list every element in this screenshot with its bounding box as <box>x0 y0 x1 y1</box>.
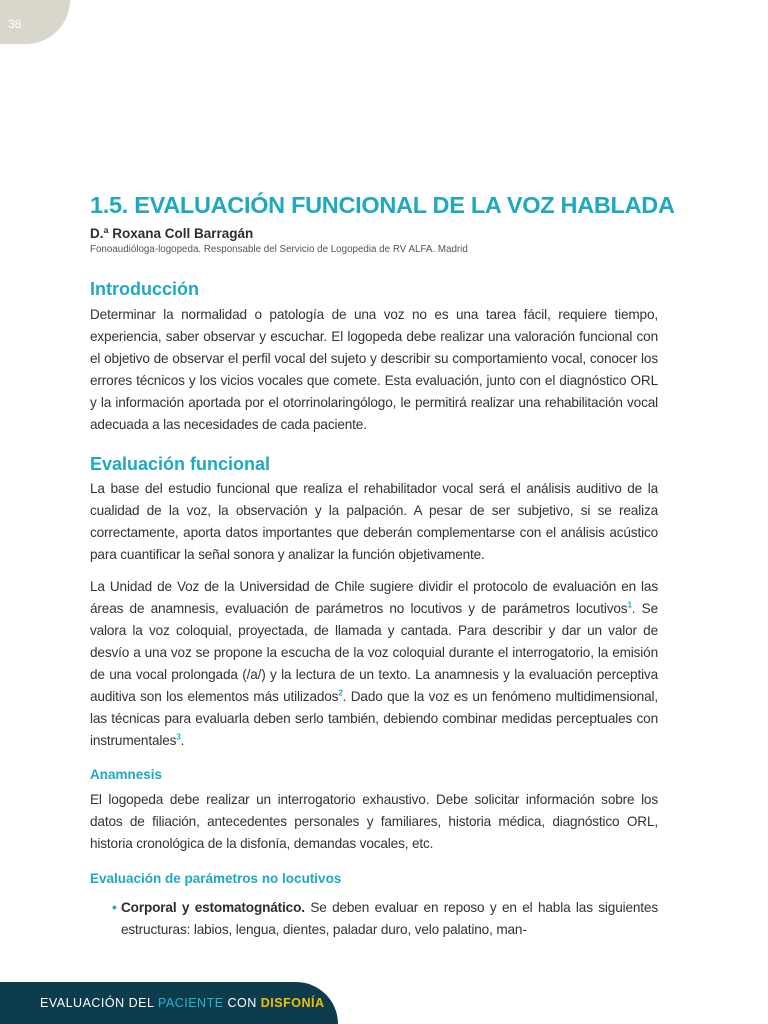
page-number-tab <box>0 0 70 44</box>
funcional-paragraph-1: La base del estudio funcional que realiza el rehabilitador vocal será el análisis auditivo de la cualidad de la voz, la observación y la palpación. A pesar de ser subjetivo, si se realiza correctamente, aporta datos importantes que deberán complementarse con el análisis acústico para cuantificar la señal sonora y analizar la función objetivamente. <box>90 481 658 562</box>
anamnesis-paragraph: El logopeda debe realizar un interrogatorio exhaustivo. Debe solicitar información sobre los datos de filiación, antecedentes personales y familiares, historia médica, diagnóstico ORL, historia cronológica de la disfonía, demandas vocales, etc. <box>90 792 658 851</box>
author-affiliation: Fonoaudióloga-logopeda. Responsable del Servicio de Logopedia de RV ALFA. Madrid <box>90 244 468 255</box>
section-heading-evaluacion-funcional: Evaluación funcional <box>90 454 271 474</box>
funcional-p2-part-c: . Dado que la voz es un fenómeno multidimensional, las técnicas para evaluarla deben serlo también, debiendo combinar medidas perceptuales con instrumentales <box>90 689 658 748</box>
author-name: D.ª Roxana Coll Barragán <box>90 226 254 241</box>
page-content <box>90 190 675 941</box>
footer-title-paciente: PACIENTE <box>157 996 224 1010</box>
bullet-item-corporal <box>112 897 658 941</box>
footer-book-title <box>40 996 325 1010</box>
page-number: 38 <box>8 17 22 31</box>
bullet-marker: • <box>112 900 117 915</box>
footer-title-part-3: CON <box>223 996 261 1010</box>
bullet-text: Se deben evaluar en reposo y en el habla las siguientes estructuras: labios, lengua, dientes, paladar duro, velo palatino, man- <box>121 900 658 937</box>
bullet-term: Corporal y estomatognático. <box>121 900 305 915</box>
reference-1: 1 <box>627 600 632 610</box>
funcional-p2-part-a: La Unidad de Voz de la Universidad de Chile sugiere dividir el protocolo de evaluación en las áreas de anamnesis, evaluación de parámetros no locutivos y de parámetros locutivos <box>90 579 658 616</box>
reference-3: 3 <box>176 732 181 742</box>
funcional-p2-part-b: . Se valora la voz coloquial, proyectada, de llamada y cantada. Para describir y dar un valor de desvío a una voz se propone la escucha de la voz coloquial durante el interrogatorio, la emisión de una vocal prolongada (/a/) y la lectura de un texto. La anamnesis y la evaluación perceptiva auditiva son los elementos más utilizados <box>90 601 658 704</box>
footer-band <box>0 982 338 1024</box>
subsection-heading-anamnesis: Anamnesis <box>90 767 163 782</box>
funcional-paragraph-2 <box>90 576 658 752</box>
chapter-title: 1.5. EVALUACIÓN FUNCIONAL DE LA VOZ HABLADA <box>90 192 675 218</box>
section-heading-introduccion: Introducción <box>90 279 199 299</box>
subsection-heading-no-locutivos: Evaluación de parámetros no locutivos <box>90 871 342 886</box>
footer-title-part-1: EVALUACIÓN DEL <box>40 996 158 1010</box>
funcional-p2-part-d: . <box>180 733 185 748</box>
reference-2: 2 <box>338 688 343 698</box>
footer-title-disfonia: DISFONÍA <box>260 996 325 1010</box>
intro-paragraph: Determinar la normalidad o patología de una voz no es una tarea fácil, requiere tiempo, experiencia, saber observar y escuchar. El logopeda debe realizar una valoración funcional con el objetivo de observar el perfil vocal del sujeto y describir su comportamiento vocal, conocer los errores técnicos y los vicios vocales que comete. Esta evaluación, junto con el diagnóstico ORL y la información aportada por el otorrinolaringólogo, le permitirá realizar una rehabilitación vocal adecuada a las necesidades de cada paciente. <box>90 307 658 432</box>
